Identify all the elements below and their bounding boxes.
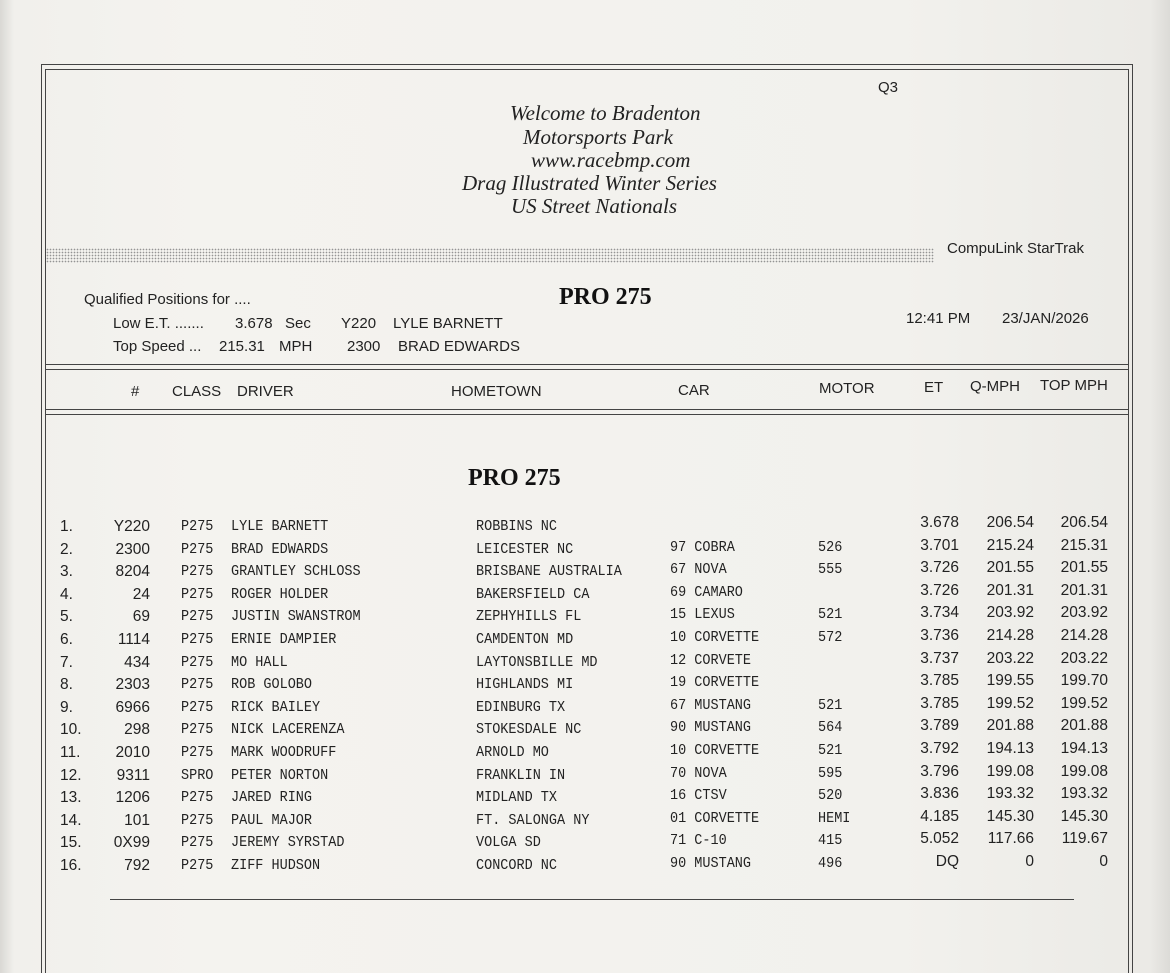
cell-et: 3.785	[920, 694, 959, 712]
cell-driver: ZIFF HUDSON	[231, 857, 321, 874]
cell-top-mph: 215.31	[1060, 536, 1108, 554]
cell-class: P275	[181, 608, 214, 626]
low-et-car-no: Y220	[341, 315, 377, 332]
cell-driver: ROGER HOLDER	[231, 585, 329, 603]
cell-car-number: 101	[124, 811, 150, 829]
cell-hometown: LEICESTER NC	[476, 540, 574, 558]
cell-car: 67 NOVA	[670, 561, 727, 579]
cell-q-mph: 199.52	[986, 694, 1034, 712]
cell-car: 90 MUSTANG	[670, 855, 752, 872]
cell-driver: PAUL MAJOR	[231, 811, 313, 829]
cell-motor: HEMI	[818, 809, 851, 827]
header-rule-top-1	[45, 364, 1128, 365]
cell-top-mph: 203.22	[1060, 649, 1108, 667]
cell-q-mph: 215.24	[986, 536, 1034, 554]
cell-driver: JEREMY SYRSTAD	[231, 834, 345, 852]
cell-position: 3.	[60, 563, 73, 581]
cell-motor: 521	[818, 696, 843, 714]
table-row	[0, 830, 1170, 856]
cell-q-mph: 199.08	[986, 762, 1034, 780]
cell-car-number: 69	[132, 608, 150, 626]
cell-car: 12 CORVETE	[670, 651, 752, 669]
cell-driver: JARED RING	[231, 789, 313, 807]
cell-top-mph: 201.31	[1060, 581, 1108, 599]
cell-hometown: VOLGA SD	[476, 834, 541, 852]
col-class: CLASS	[172, 383, 222, 400]
cell-top-mph: 206.54	[1060, 514, 1108, 531]
cell-car: 70 NOVA	[670, 764, 727, 782]
cell-car-number: 792	[124, 857, 150, 874]
cell-hometown: CONCORD NC	[476, 857, 558, 874]
cell-top-mph: 199.70	[1060, 672, 1108, 690]
top-speed-car-no: 2300	[347, 338, 381, 355]
cell-class: P275	[181, 518, 214, 535]
cell-car: 15 LEXUS	[670, 606, 735, 624]
cell-position: 8.	[60, 676, 73, 694]
cell-et: 3.836	[920, 785, 959, 803]
low-et-value: 3.678	[235, 315, 273, 332]
cell-position: 5.	[60, 608, 73, 626]
cell-hometown: STOKESDALE NC	[476, 721, 582, 739]
welcome-line-4: Drag Illustrated Winter Series	[462, 171, 717, 195]
cell-q-mph: 194.13	[986, 740, 1034, 757]
cell-position: 1.	[60, 518, 73, 535]
dotted-band	[46, 248, 934, 263]
cell-driver: BRAD EDWARDS	[231, 540, 329, 558]
top-speed-value: 215.31	[219, 338, 265, 355]
cell-top-mph: 193.32	[1060, 785, 1108, 803]
cell-q-mph: 0	[1025, 853, 1034, 870]
cell-et: 3.785	[920, 672, 959, 690]
cell-car: 97 COBRA	[670, 538, 735, 556]
cell-position: 13.	[60, 789, 82, 807]
cell-top-mph: 119.67	[1061, 830, 1108, 848]
cell-top-mph: 214.28	[1060, 627, 1108, 644]
cell-class: P275	[181, 563, 214, 581]
cell-driver: JUSTIN SWANSTROM	[231, 608, 361, 626]
cell-motor: 595	[818, 764, 843, 782]
cell-top-mph: 145.30	[1060, 807, 1108, 825]
cell-class: P275	[181, 631, 214, 648]
cell-class: P275	[181, 789, 214, 807]
table-row	[0, 853, 1170, 879]
cell-hometown: BRISBANE AUSTRALIA	[476, 563, 622, 581]
col-num: #	[131, 383, 140, 400]
cell-driver: GRANTLEY SCHLOSS	[231, 563, 361, 581]
cell-car: 10 CORVETTE	[670, 742, 760, 759]
cell-car: 16 CTSV	[670, 787, 727, 805]
cell-position: 10.	[60, 721, 82, 739]
cell-et: 3.789	[920, 717, 959, 735]
cell-car: 19 CORVETTE	[670, 674, 760, 692]
cell-q-mph: 199.55	[986, 672, 1034, 690]
cell-car: 67 MUSTANG	[670, 696, 752, 714]
cell-class: P275	[181, 585, 214, 603]
cell-top-mph: 199.52	[1060, 694, 1108, 712]
cell-driver: ERNIE DAMPIER	[231, 631, 337, 648]
cell-q-mph: 203.22	[986, 649, 1034, 667]
cell-hometown: FT. SALONGA NY	[476, 811, 590, 829]
cell-q-mph: 214.28	[986, 627, 1034, 644]
cell-car-number: 6966	[115, 698, 150, 716]
cell-et: 5.052	[920, 830, 959, 848]
cell-hometown: BAKERSFIELD CA	[476, 585, 590, 603]
col-top-mph: TOP MPH	[1040, 377, 1108, 394]
top-speed-driver: BRAD EDWARDS	[398, 338, 520, 355]
cell-position: 9.	[60, 698, 73, 716]
section-title: PRO 275	[468, 465, 561, 491]
col-qmph: Q-MPH	[970, 378, 1020, 395]
cell-class: P275	[181, 744, 214, 761]
cell-car-number: 2010	[115, 744, 150, 761]
header-rule-bottom-1	[45, 409, 1128, 410]
cell-et: 3.792	[920, 740, 959, 757]
cell-driver: PETER NORTON	[231, 766, 329, 784]
cell-q-mph: 117.66	[987, 830, 1034, 848]
cell-car-number: 2303	[115, 676, 150, 694]
qualified-label: Qualified Positions for ....	[84, 291, 251, 308]
report-time: 12:41 PM	[906, 310, 971, 327]
cell-car: 10 CORVETTE	[670, 629, 760, 646]
cell-car-number: 0X99	[113, 834, 150, 852]
cell-position: 12.	[60, 766, 82, 784]
cell-q-mph: 201.88	[986, 717, 1034, 735]
cell-motor: 572	[818, 629, 843, 646]
cell-car-number: 434	[124, 653, 150, 671]
cell-hometown: ARNOLD MO	[476, 744, 549, 761]
top-speed-unit: MPH	[279, 338, 313, 355]
cell-motor: 415	[818, 832, 843, 850]
cell-q-mph: 201.55	[986, 559, 1034, 577]
cell-car: 01 CORVETTE	[670, 809, 760, 827]
system-name: CompuLink StarTrak	[947, 240, 1084, 257]
cell-car-number: 298	[124, 721, 150, 739]
cell-class: P275	[181, 698, 214, 716]
cell-car: 90 MUSTANG	[670, 719, 752, 737]
cell-et: 3.796	[920, 762, 959, 780]
welcome-line-3: www.racebmp.com	[531, 148, 691, 172]
cell-top-mph: 201.55	[1060, 559, 1108, 577]
top-speed-label: Top Speed ...	[113, 338, 202, 355]
low-et-unit: Sec	[285, 315, 311, 332]
cell-et: 3.701	[920, 536, 959, 554]
cell-class: P275	[181, 653, 214, 671]
cell-motor: 521	[818, 606, 843, 624]
cell-driver: MO HALL	[231, 653, 288, 671]
cell-hometown: HIGHLANDS MI	[476, 676, 574, 694]
class-title: PRO 275	[559, 284, 652, 310]
cell-driver: MARK WOODRUFF	[231, 744, 337, 761]
col-car: CAR	[678, 382, 710, 399]
col-driver: DRIVER	[237, 383, 294, 400]
cell-car: 69 CAMARO	[670, 583, 743, 601]
cell-driver: LYLE BARNETT	[231, 518, 329, 535]
cell-motor: 521	[818, 742, 843, 759]
welcome-line-2: Motorsports Park	[523, 125, 673, 149]
cell-et: 3.726	[920, 581, 959, 599]
cell-position: 7.	[60, 653, 73, 671]
cell-class: P275	[181, 540, 214, 558]
report-date: 23/JAN/2026	[1002, 310, 1089, 327]
col-et: ET	[924, 379, 944, 396]
low-et-label: Low E.T. .......	[113, 315, 204, 332]
cell-top-mph: 0	[1099, 853, 1108, 870]
cell-position: 4.	[60, 585, 73, 603]
cell-class: SPRO	[181, 766, 214, 784]
cell-et: 3.678	[920, 514, 959, 531]
cell-motor: 564	[818, 719, 843, 737]
cell-top-mph: 203.92	[1060, 604, 1108, 622]
cell-top-mph: 194.13	[1060, 740, 1108, 757]
cell-et: 3.736	[920, 627, 959, 644]
welcome-line-5: US Street Nationals	[511, 194, 678, 218]
cell-position: 11.	[60, 744, 81, 761]
cell-top-mph: 201.88	[1060, 717, 1108, 735]
col-motor: MOTOR	[819, 380, 875, 397]
cell-driver: ROB GOLOBO	[231, 676, 313, 694]
cell-motor: 520	[818, 787, 843, 805]
cell-car-number: 1206	[115, 789, 150, 807]
cell-q-mph: 145.30	[986, 807, 1034, 825]
cell-car-number: 1114	[117, 631, 150, 648]
cell-class: P275	[181, 857, 214, 874]
cell-hometown: LAYTONSBILLE MD	[476, 653, 598, 671]
cell-motor: 496	[818, 855, 843, 872]
cell-car-number: 2300	[115, 540, 150, 558]
cell-q-mph: 206.54	[986, 514, 1034, 531]
cell-driver: NICK LACERENZA	[231, 721, 345, 739]
header-rule-top-2	[45, 369, 1128, 370]
cell-position: 14.	[60, 811, 82, 829]
cell-et: DQ	[935, 853, 959, 870]
cell-car-number: 24	[132, 585, 150, 603]
cell-class: P275	[181, 834, 214, 852]
cell-et: 3.726	[920, 559, 959, 577]
cell-car-number: Y220	[113, 518, 150, 535]
cell-q-mph: 201.31	[986, 581, 1034, 599]
cell-car-number: 8204	[115, 563, 150, 581]
cell-q-mph: 193.32	[986, 785, 1034, 803]
cell-hometown: ZEPHYHILLS FL	[476, 608, 582, 626]
cell-position: 15.	[60, 834, 82, 852]
cell-motor: 555	[818, 561, 843, 579]
cell-driver: RICK BAILEY	[231, 698, 321, 716]
cell-hometown: EDINBURG TX	[476, 698, 566, 716]
cell-position: 16.	[60, 857, 82, 874]
col-hometown: HOMETOWN	[451, 383, 542, 400]
bottom-rule	[110, 899, 1074, 900]
cell-et: 4.185	[920, 807, 959, 825]
cell-et: 3.734	[920, 604, 959, 622]
cell-class: P275	[181, 811, 214, 829]
cell-q-mph: 203.92	[986, 604, 1034, 622]
session-code: Q3	[878, 79, 899, 96]
cell-car-number: 9311	[116, 766, 150, 784]
cell-hometown: CAMDENTON MD	[476, 631, 574, 648]
cell-class: P275	[181, 676, 214, 694]
cell-car: 71 C-10	[670, 832, 727, 850]
cell-position: 6.	[60, 631, 73, 648]
welcome-line-1: Welcome to Bradenton	[510, 101, 701, 125]
cell-class: P275	[181, 721, 214, 739]
cell-hometown: ROBBINS NC	[476, 518, 558, 535]
cell-top-mph: 199.08	[1060, 762, 1108, 780]
header-rule-bottom-2	[45, 414, 1128, 415]
low-et-driver: LYLE BARNETT	[393, 315, 503, 332]
cell-hometown: FRANKLIN IN	[476, 766, 566, 784]
cell-position: 2.	[60, 540, 73, 558]
cell-motor: 526	[818, 538, 843, 556]
cell-et: 3.737	[920, 649, 959, 667]
cell-hometown: MIDLAND TX	[476, 789, 558, 807]
